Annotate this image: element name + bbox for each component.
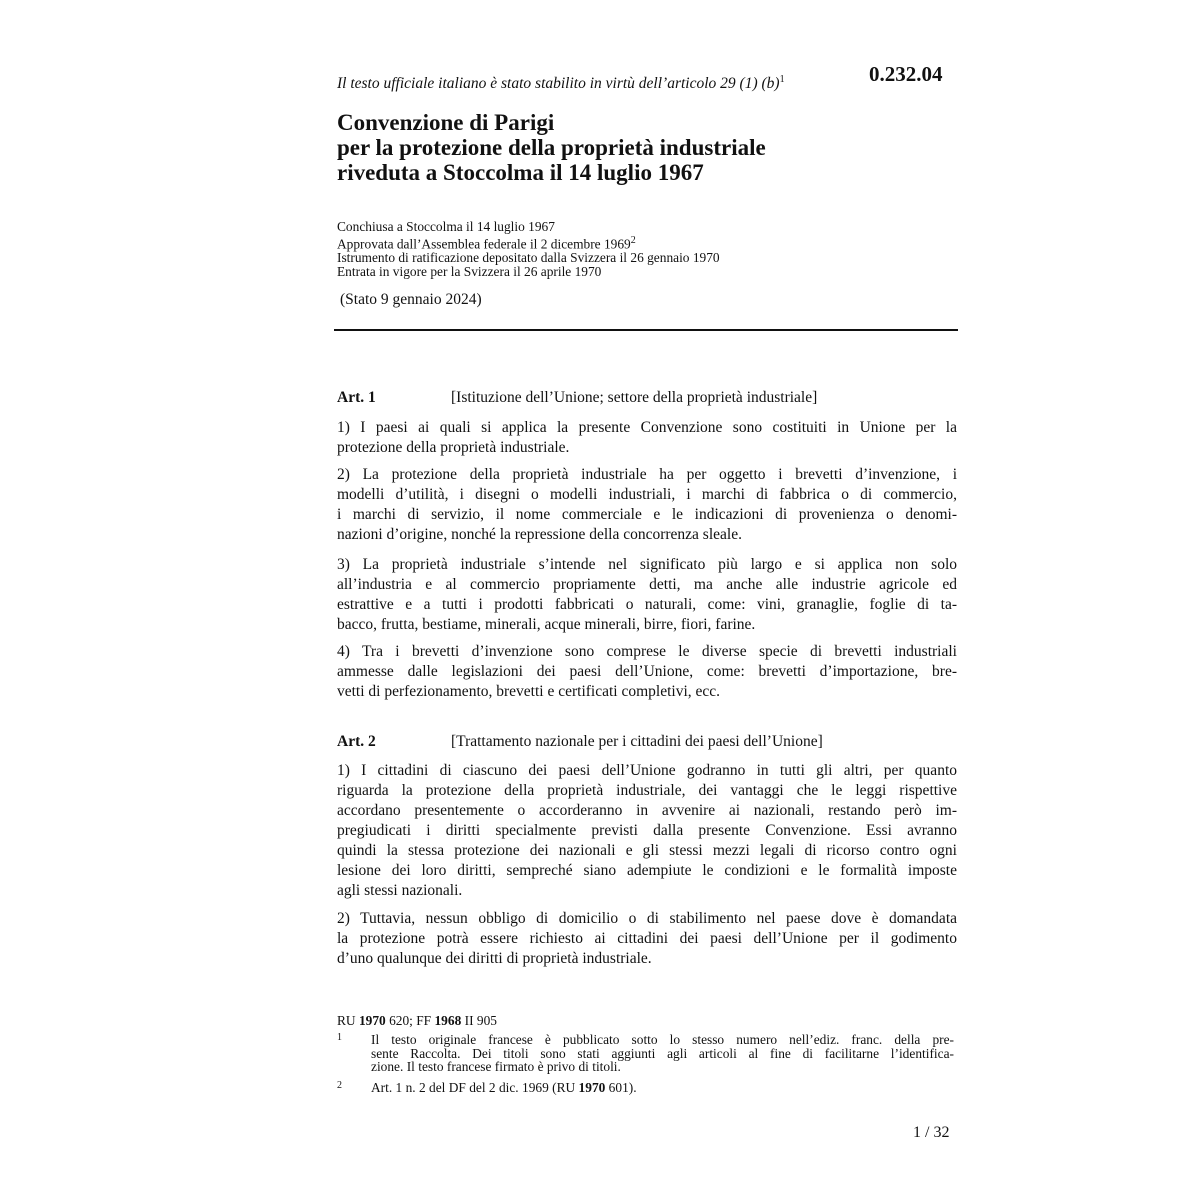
document-title [337,110,766,185]
title-line: Convenzione di Parigi [337,110,555,135]
enactment-metadata [337,220,720,279]
text-line: 3) La proprietà industriale s’intende nel significato più largo e si applica non solo [337,556,957,573]
approved-date [337,234,720,251]
footnote-line: zione. Il testo francese firmato è privo di titoli. [371,1059,621,1074]
text-line: modelli d’utilità, i disegni o modelli industriali, i marchi di fabbrica o di commercio, [337,486,957,503]
footnote-mark: 2 [337,1080,342,1091]
sr-number: 0.232.04 [869,62,943,86]
text-line: nazioni d’origine, nonché la repressione della concorrenza sleale. [337,526,742,543]
footnote-2 [337,1081,957,1095]
text-line: quindi la stessa protezione dei nazionali e gli stessi mezzi legali di ricorso contro ogni [337,842,957,859]
text-line: 2) La protezione della proprietà industriale ha per oggetto i brevetti d’invenzione, i [337,466,957,483]
text-line: d’uno qualunque dei diritti di proprietà industriale. [337,950,652,967]
ref-text: II 905 [461,1013,497,1028]
entry-into-force: Entrata in vigore per la Svizzera il 26 aprile 1970 [337,264,602,280]
footnote-1 [337,1033,957,1074]
article-number: Art. 1 [337,389,376,406]
article-title: [Istituzione dell’Unione; settore della proprietà industriale] [451,389,818,406]
title-line: per la protezione della proprietà industriale [337,135,766,160]
footnote-line: sente Raccolta. Dei titoli sono stati aggiunti agli articoli al fine di facilitarne l’identifica- [371,1045,954,1061]
text-line: pregiudicati i diritti specialmente previsti dalla presente Convenzione. Essi avranno [337,822,957,839]
text-line: accordano presentemente o accorderanno in avvenire ai nazionali, restando però im- [337,802,957,819]
approved-date-text: Approvata dall’Assemblea federale il 2 dicembre 1969 [337,236,631,252]
header-divider [334,329,958,331]
article-1-paragraph-1 [337,418,957,458]
text-line: vetti di perfezionamento, brevetti e certificati completivi, ecc. [337,683,721,700]
ratification-instrument: Istrumento di ratificazione depositato dalla Svizzera il 26 gennaio 1970 [337,250,720,266]
article-1-paragraph-3 [337,555,957,635]
text-line: 1) I paesi ai quali si applica la presente Convenzione sono costituiti in Unione per la [337,419,957,436]
footnote-year: 1970 [578,1080,606,1095]
text-line: riguarda la protezione della proprietà industriale, dei vantaggi che le leggi rispettive [337,782,957,799]
text-line: 4) Tra i brevetti d’invenzione sono comprese le diverse specie di brevetti industriali [337,643,957,660]
footnote-text: Art. 1 n. 2 del DF del 2 dic. 1969 (RU [371,1080,579,1095]
title-line: riveduta a Stoccolma il 14 luglio 1967 [337,160,704,185]
article-1-paragraph-2 [337,465,957,545]
footnote-line: Il testo originale francese è pubblicato sotto lo stesso numero nell’ediz. franc. della pre- [371,1032,954,1047]
article-1-heading [337,389,817,407]
footnote-ref-1[interactable]: 1 [779,74,785,85]
text-line: estrattive e a tutti i prodotti fabbricati o naturali, come: vini, granaglie, foglie di ta- [337,596,957,613]
article-number: Art. 2 [337,733,376,750]
ref-year: 1970 [358,1013,386,1028]
article-2-paragraph-1 [337,761,957,901]
ref-text: 620; FF [385,1013,435,1028]
official-text-note-text: Il testo ufficiale italiano è stato stabilito in virtù dell’articolo 29 (1) (b) [337,75,780,93]
official-text-note [337,74,785,93]
article-2-heading [337,733,823,751]
text-line: all’industria e al commercio propriamente detti, ma anche alle industrie agricole ed [337,576,957,593]
ref-text: RU [337,1013,359,1028]
text-line: ammesse dalle legislazioni dei paesi dell’Unione, come: brevetti d’importazione, bre- [337,663,957,680]
text-line: lesione dei loro diritti, sempreché siano adempiute le condizioni e le formalità imposte [337,862,957,879]
article-1-paragraph-4 [337,642,957,702]
text-line: la protezione potrà essere richiesto ai cittadini dei paesi dell’Unione per il godimento [337,930,957,947]
text-line: i marchi di servizio, il nome commerciale e le indicazioni di provenienza o denomi- [337,506,957,523]
ref-year: 1968 [434,1013,462,1028]
text-line: agli stessi nazionali. [337,882,463,899]
text-line: 1) I cittadini di ciascuno dei paesi dell’Unione godranno in tutti gli altri, per quanto [337,762,957,779]
concluded-date: Conchiusa a Stoccolma il 14 luglio 1967 [337,219,555,234]
official-references [337,1013,497,1029]
status-date: (Stato 9 gennaio 2024) [340,291,482,308]
footnote-ref-2[interactable]: 2 [630,235,636,246]
article-2-paragraph-2 [337,909,957,969]
text-line: protezione della proprietà industriale. [337,439,570,456]
text-line: bacco, frutta, bestiame, minerali, acque minerali, birre, fiori, farine. [337,616,756,633]
article-title: [Trattamento nazionale per i cittadini dei paesi dell’Unione] [451,733,823,750]
text-line: 2) Tuttavia, nessun obbligo di domicilio o di stabilimento nel paese dove è domandata [337,910,957,927]
footnote-text: 601). [605,1080,637,1095]
footnote-mark: 1 [337,1032,342,1043]
page-number: 1 / 32 [913,1124,950,1141]
